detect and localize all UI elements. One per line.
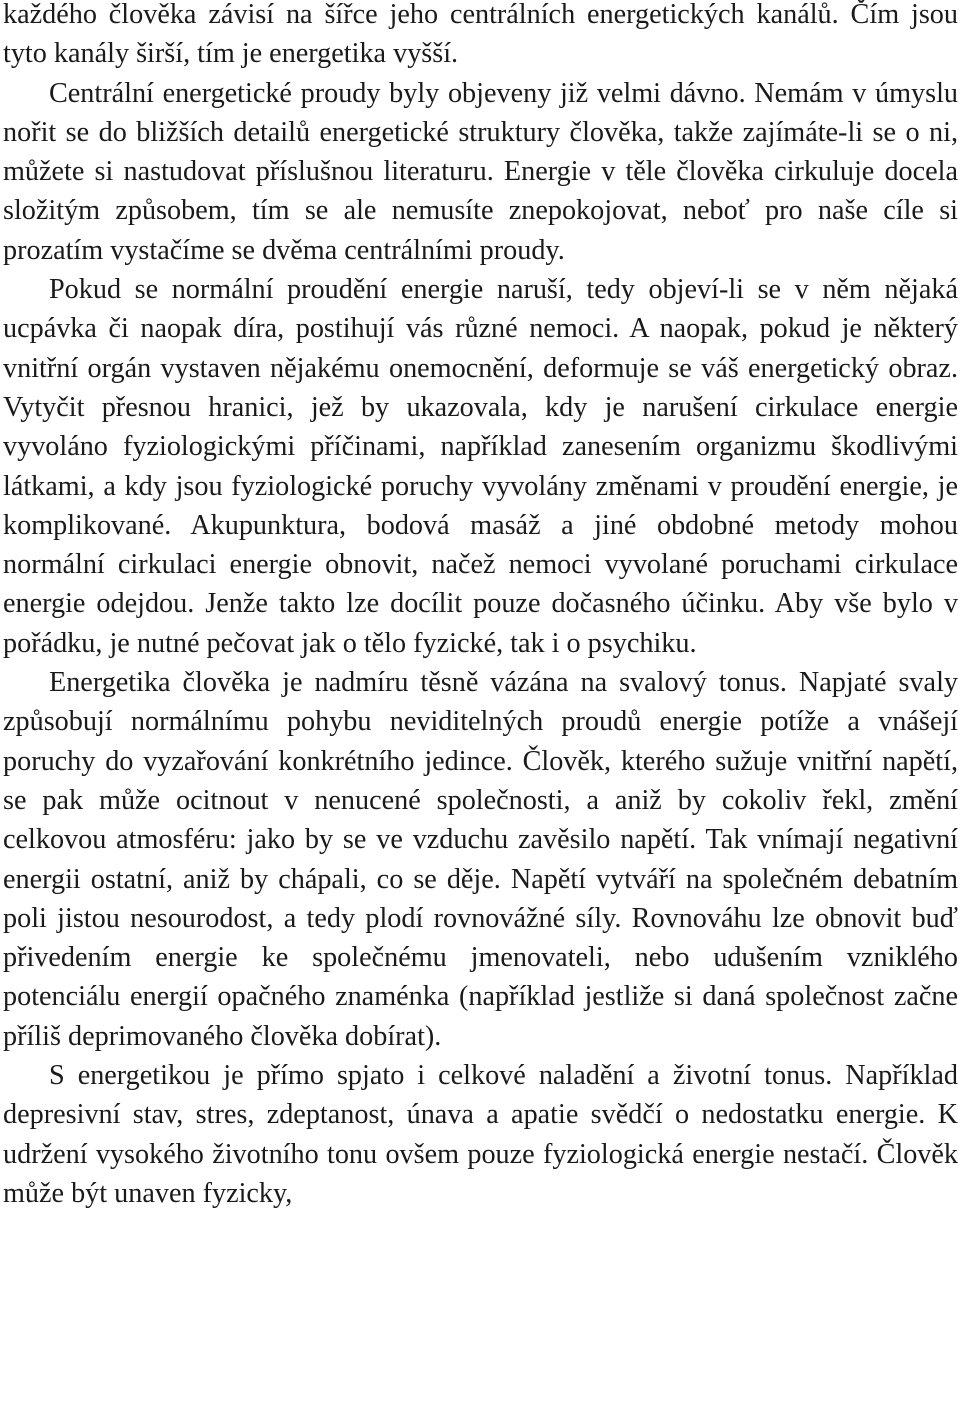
paragraph-2: Centrální energetické proudy byly objeveny již velmi dávno. Nemám v úmyslu nořit se do bližších detailů energetické struktury člověka, takže zajímáte-li se o ni, můžete si nastudovat příslušnou literaturu. Energie v těle člověka cirkuluje docela složitým způsobem, tím se ale nemusíte znepokojovat, neboť pro naše cíle si prozatím vystačíme se dvěma centrálními proudy. <box>3 77 958 266</box>
paragraph-5: S energetikou je přímo spjato i celkové naladění a životní tonus. Například depresivní stav, stres, zdeptanost, únava a apatie svědčí o nedostatku energie. K udržení vysokého životního tonu ovšem pouze fyziologická energie nestačí. Člověk může být unaven fyzicky, <box>3 1060 958 1209</box>
paragraph-3: Pokud se normální proudění energie naruší, tedy objeví-li se v něm nějaká ucpávka či naopak díra, postihují vás různé nemoci. A naopak, pokud je některý vnitřní orgán vystaven nějakému onemocnění, deformuje se váš energetický obraz. Vytyčit přesnou hranici, jež by ukazovala, kdy je narušení cirkulace energie vyvoláno fyziologickými příčinami, například zanesením organizmu škodlivými látkami, a kdy jsou fyziologické poruchy vyvolány změnami v proudění energie, je komplikované. Akupunktura, bodová masáž a jiné obdobné metody mohou normální cirkulaci energie obnovit, načež nemoci vyvolané poruchami cirkulace energie odejdou. Jenže takto lze docílit pouze dočasného účinku. Aby vše bylo v pořádku, je nutné pečovat jak o tělo fyzické, tak i o psychiku. <box>3 274 958 659</box>
paragraph-1: každého člověka závisí na šířce jeho centrálních energetických kanálů. Čím jsou tyto kanály širší, tím je energetika vyšší. <box>3 0 958 70</box>
paragraph-4: Energetika člověka je nadmíru těsně vázána na svalový tonus. Napjaté svaly způsobují normálnímu pohybu neviditelných proudů energie potíže a vnášejí poruchy do vyzařování konkrétního jedince. Člověk, kterého sužuje vnitřní napětí, se pak může ocitnout v nenucené společnosti, a aniž by cokoliv řekl, změní celkovou atmosféru: jako by se ve vzduchu zavěsilo napětí. Tak vnímají negativní energii ostatní, aniž by chápali, co se děje. Napětí vytváří na společném debatním poli jistou nesourodost, a tedy plodí rovnovážné síly. Rovnováhu lze obnovit buď přivedením energie ke společnému jmenovateli, nebo udušením vzniklého potenciálu energií opačného znaménka (například jestliže si daná společnost začne příliš deprimovaného člověka dobírat). <box>3 667 958 1052</box>
